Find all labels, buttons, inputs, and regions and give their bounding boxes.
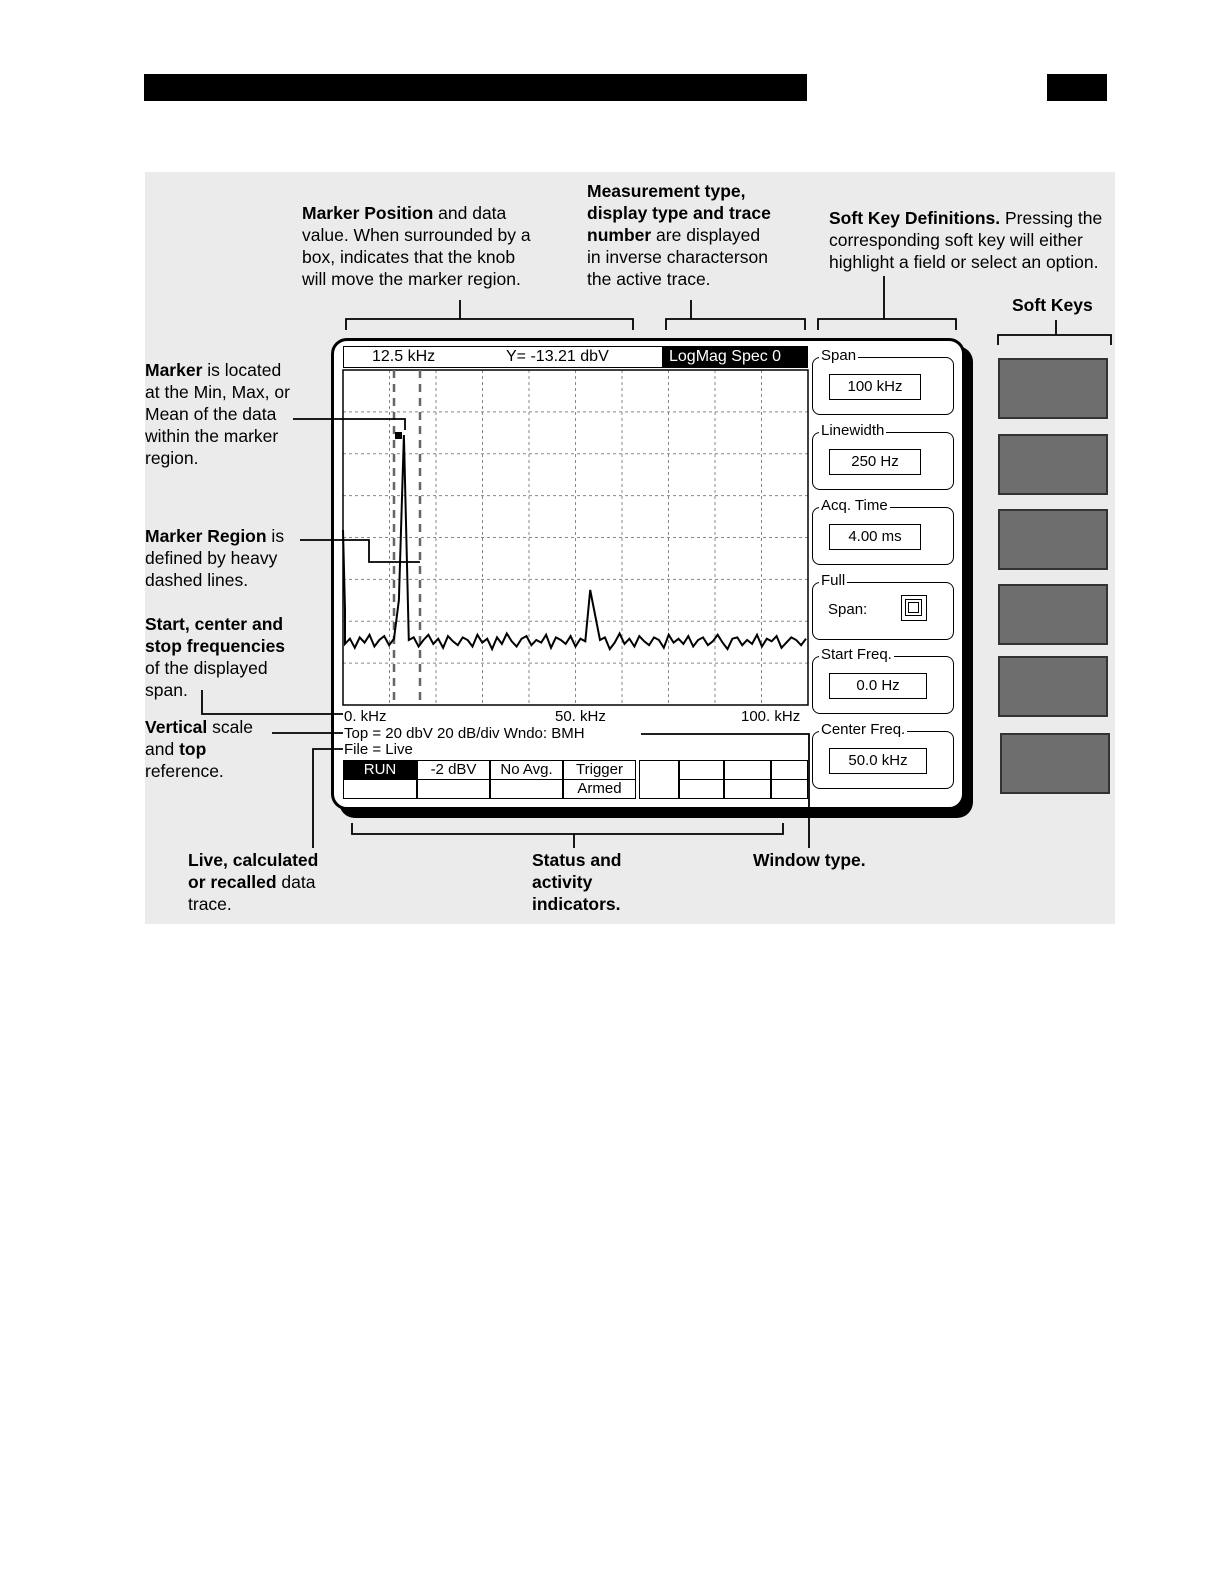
softdef-label: Start Freq. [821,646,892,663]
marker-value: Y= -13.21 dbV [506,348,609,365]
softdef-value: 4.00 ms [829,524,921,550]
status-range: -2 dBV [417,760,490,780]
brackets [346,276,1111,848]
softdef-label: Center Freq. [821,721,906,738]
callout-measurement-type: Measurement type, display type and trace number are displayed in inverse characterson the active trace. [587,181,771,289]
start-frequency-label: 0. kHz [344,708,387,725]
softdef-label: Span [821,347,857,364]
spectrum-trace [343,435,806,649]
callout-marker-position: Marker Position and data value. When surrounded by a box, indicates that the knob will move the marker region. [302,203,531,289]
softdef-value: Span: [828,601,868,618]
callout-window-type: Window type. [753,850,866,870]
status-averaging: No Avg. [490,760,563,780]
callout-soft-key-definitions: Soft Key Definitions. Pressing the corresponding soft key will either highlight a field or select an option. [829,208,1103,272]
callout-marker: Marker is located at the Min, Max, or Mean of the data within the marker region. [145,360,290,468]
status-armed: Armed [563,779,636,799]
scale-readout: Top = 20 dbV 20 dB/div Wndo: BMH [344,725,585,742]
stop-frequency-label: 100. kHz [741,708,801,725]
softdef-label: Linewidth [821,422,885,439]
softdef-value: 0.0 Hz [829,673,927,699]
callout-live-trace: Live, calculated or recalled data trace. [188,850,319,914]
callout-frequencies: Start, center and stop frequencies of the displayed span. [145,614,286,700]
marker-frequency: 12.5 kHz [372,348,436,365]
callout-status: Status and activity indicators. [532,850,622,914]
plot-grid [343,370,808,705]
callout-marker-region: Marker Region is defined by heavy dashed lines. [145,526,285,590]
softdef-value: 250 Hz [829,449,921,475]
status-run: RUN [343,760,417,780]
center-frequency-label: 50. kHz [555,708,606,725]
softdef-value: 50.0 kHz [829,748,927,774]
softdef-value: 100 kHz [829,374,921,400]
trace-label: LogMag Spec 0 [669,348,782,365]
softdef-label: Acq. Time [821,497,888,514]
marker-dot [395,432,402,439]
file-readout: File = Live [344,741,413,758]
softdef-label: Full [821,572,846,589]
callout-vertical-scale: Vertical scale and top reference. [145,717,253,781]
callout-soft-keys: Soft Keys [1012,295,1093,315]
status-trigger: Trigger [563,760,636,780]
